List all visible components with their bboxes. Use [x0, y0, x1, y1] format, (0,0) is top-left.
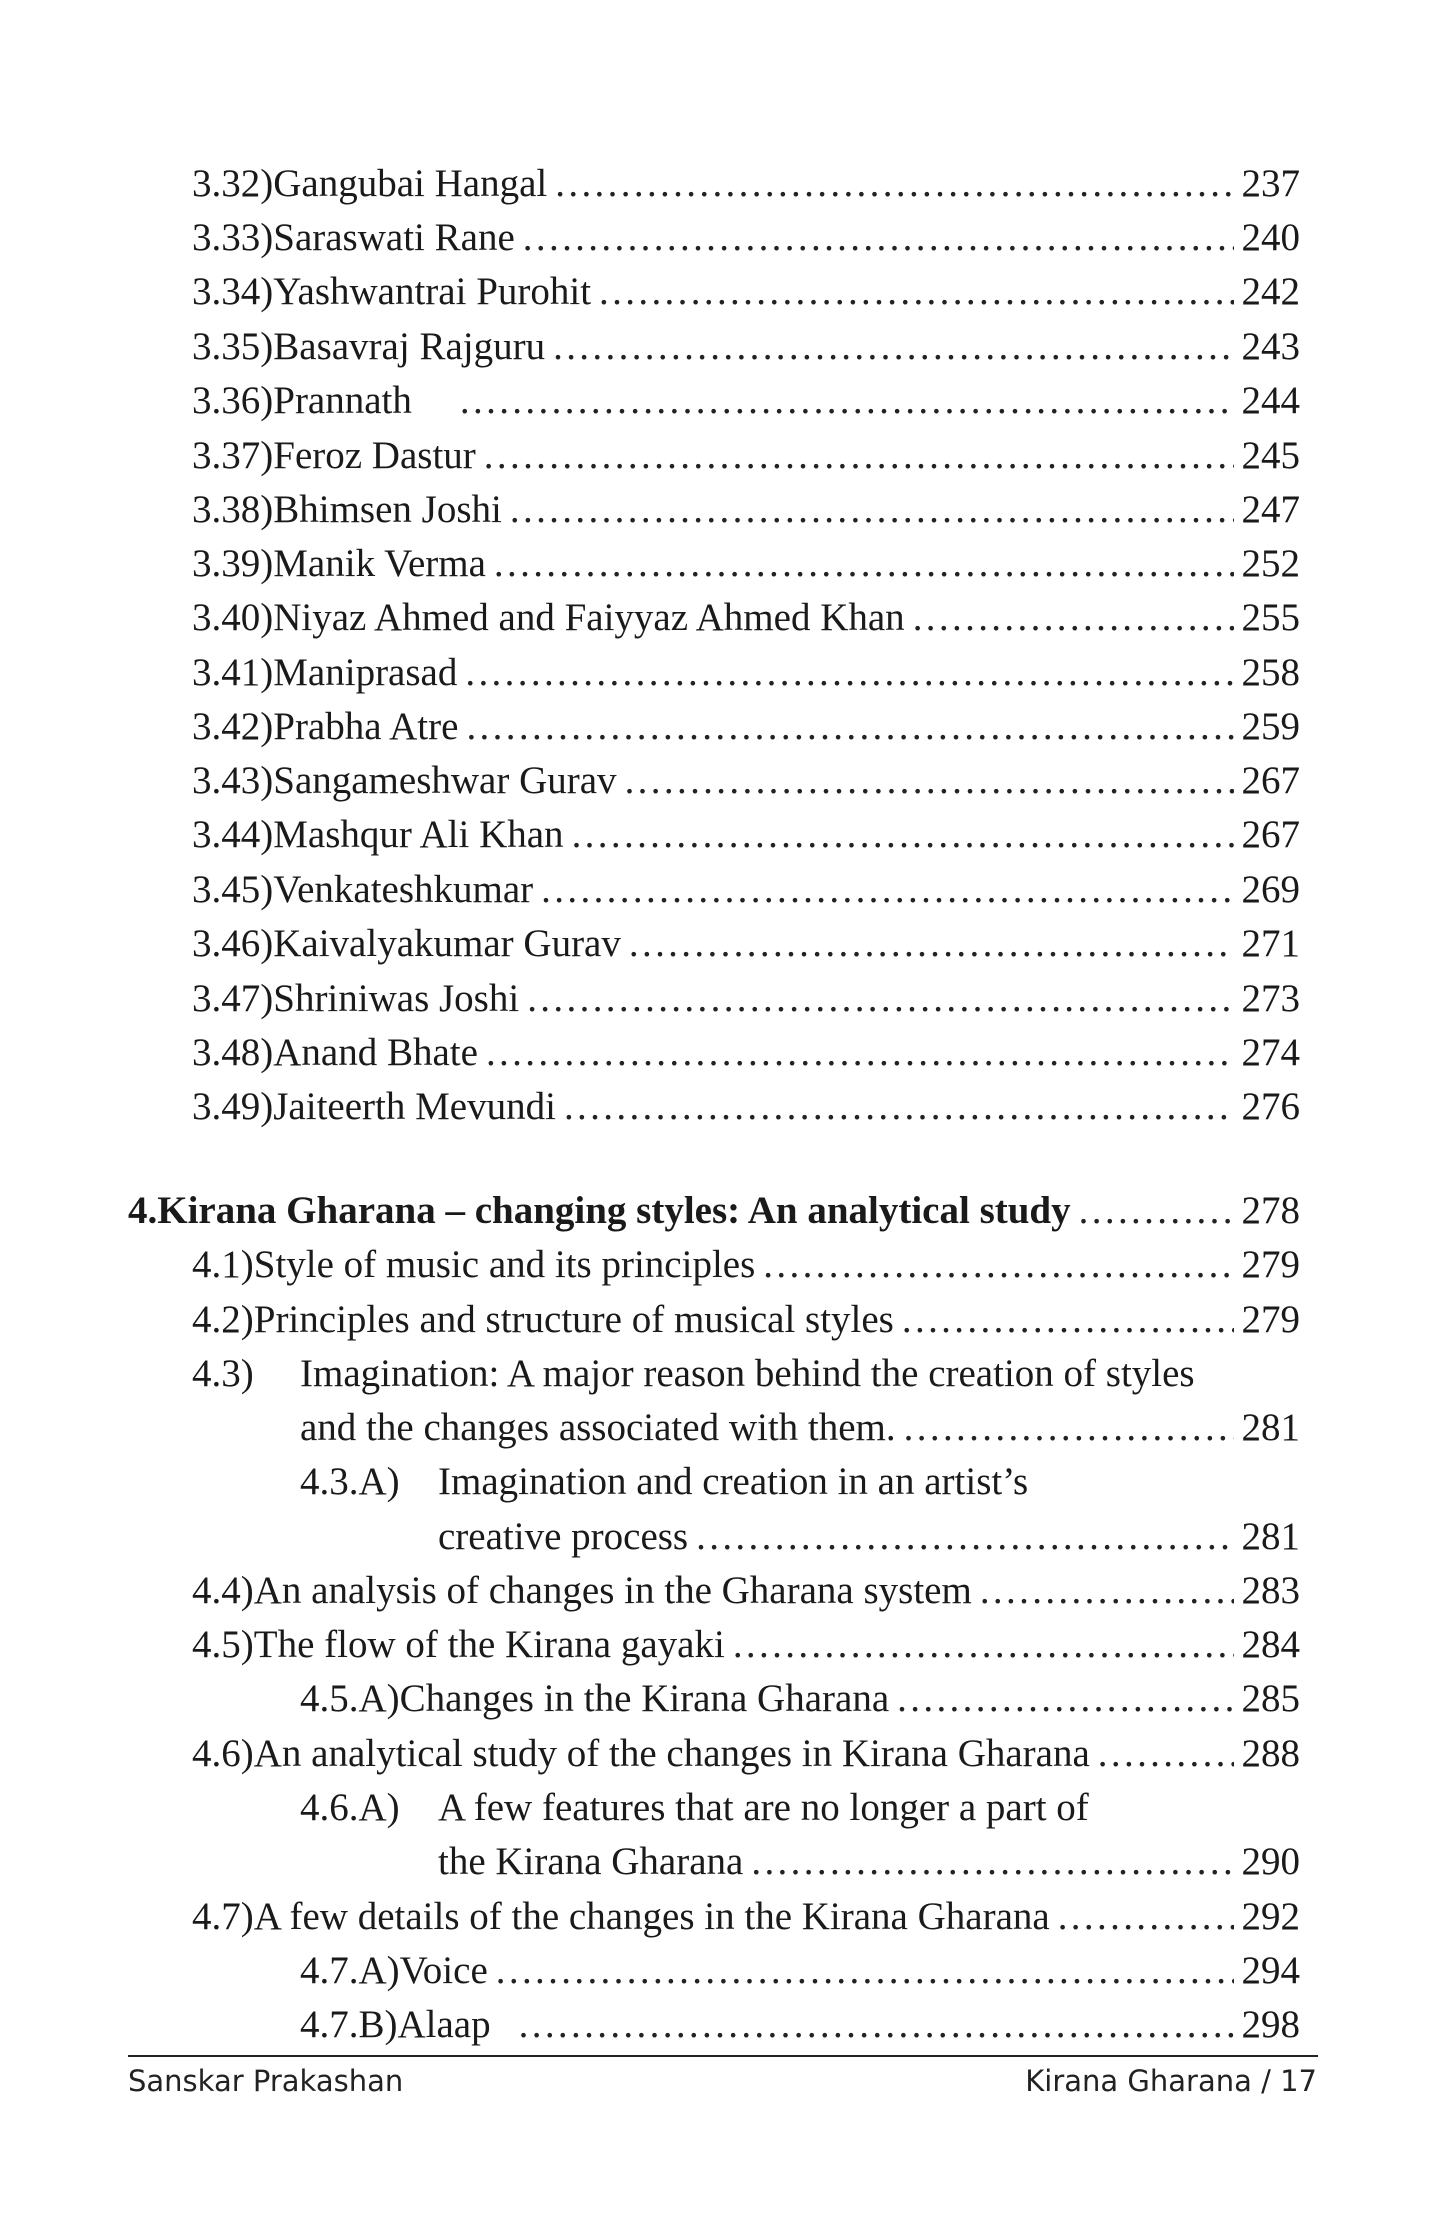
entry-title-line1: Imagination and creation in an artist’s [438, 1460, 1029, 1503]
toc-entry[interactable] [192, 1029, 1300, 1077]
entry-page: 298 [1241, 2003, 1300, 2046]
toc-entry[interactable] [192, 920, 1300, 968]
toc-entry-first-line[interactable] [300, 1784, 1089, 1832]
entry-page: 269 [1241, 868, 1300, 911]
entry-number: 4.7.A) [300, 1949, 400, 1992]
entry-page: 259 [1241, 705, 1300, 748]
leader-dots [564, 1083, 1234, 1131]
entry-number: 3.41) [192, 651, 274, 694]
leader-dots [541, 866, 1233, 914]
toc-entry[interactable] [192, 1730, 1300, 1778]
entry-page: 271 [1241, 922, 1300, 965]
toc-entry[interactable] [192, 377, 1300, 425]
leader-dots [484, 432, 1234, 480]
leader-dots [980, 1567, 1234, 1615]
entry-number: 4.7) [192, 1895, 254, 1938]
entry-number: 3.35) [192, 325, 274, 368]
leader-dots [553, 323, 1233, 371]
entry-page: 292 [1241, 1895, 1300, 1938]
entry-number: 3.44) [192, 813, 274, 856]
toc-entry[interactable] [192, 1567, 1300, 1615]
entry-number: 4.4) [192, 1569, 254, 1612]
toc-entry[interactable] [192, 214, 1300, 262]
toc-entry[interactable] [192, 268, 1300, 316]
entry-page: 273 [1241, 977, 1300, 1020]
entry-title: An analytical study of the changes in Kirana Gharana [253, 1732, 1090, 1775]
entry-title-line1: A few features that are no longer a part of [438, 1786, 1089, 1829]
entry-number: 3.48) [192, 1031, 274, 1074]
leader-dots [1098, 1730, 1234, 1778]
leader-dots [523, 214, 1234, 262]
entry-title: Kaivalyakumar Gurav [273, 922, 621, 965]
entry-page: 276 [1241, 1085, 1300, 1128]
entry-title: and the changes associated with them. [300, 1406, 896, 1449]
entry-title-line1: Imagination: A major reason behind the creation of styles [300, 1352, 1195, 1395]
entry-title: the Kirana Gharana [438, 1840, 744, 1883]
toc-entry[interactable] [300, 2001, 1300, 2049]
leader-dots [460, 377, 1234, 425]
entry-title: Prannath [273, 379, 412, 422]
entry-page: 279 [1241, 1243, 1300, 1286]
leader-dots [466, 703, 1233, 751]
entry-title: Prabha Atre [273, 705, 459, 748]
toc-entry[interactable] [192, 594, 1300, 642]
toc-entry-first-line[interactable] [300, 1458, 1028, 1506]
entry-number: 3.32) [192, 162, 274, 205]
toc-entry[interactable] [192, 649, 1300, 697]
toc-entry[interactable] [192, 811, 1300, 859]
toc-entry[interactable] [192, 1296, 1300, 1344]
leader-dots [465, 649, 1233, 697]
entry-number: 3.38) [192, 488, 274, 531]
entry-number: 4.1) [192, 1243, 254, 1286]
entry-title: Shriniwas Joshi [273, 977, 520, 1020]
entry-page: 279 [1241, 1298, 1300, 1341]
entry-page: 283 [1241, 1569, 1300, 1612]
entry-page: 242 [1241, 270, 1300, 313]
chapter-page: 278 [1241, 1189, 1300, 1232]
entry-page: 244 [1241, 379, 1300, 422]
entry-page: 281 [1241, 1515, 1300, 1558]
entry-page: 252 [1241, 542, 1300, 585]
leader-dots [629, 920, 1234, 968]
entry-number: 4.7.B) [300, 2003, 398, 2046]
chapter-title: Kirana Gharana – changing styles: An analytical study [157, 1189, 1071, 1232]
entry-number: 4.6) [192, 1732, 254, 1775]
entry-number: 3.43) [192, 759, 274, 802]
entry-page: 285 [1241, 1677, 1300, 1720]
toc-entry[interactable] [192, 703, 1300, 751]
entry-page: 267 [1241, 813, 1300, 856]
toc-entry[interactable] [192, 540, 1300, 588]
entry-number: 3.33) [192, 216, 274, 259]
entry-title: Sangameshwar Gurav [273, 759, 617, 802]
entry-number: 3.47) [192, 977, 274, 1020]
leader-dots [555, 160, 1233, 208]
leader-dots [733, 1621, 1234, 1669]
leader-dots [599, 268, 1233, 316]
leader-dots [763, 1241, 1233, 1289]
toc-entry[interactable] [192, 160, 1300, 208]
leader-dots [897, 1675, 1233, 1723]
footer-divider [128, 2055, 1318, 2057]
chapter-number: 4. [128, 1189, 158, 1232]
leader-dots [496, 1947, 1234, 1995]
toc-entry[interactable] [192, 1893, 1300, 1941]
entry-number: 3.49) [192, 1085, 274, 1128]
entry-page: 274 [1241, 1031, 1300, 1074]
leader-dots [510, 486, 1234, 534]
entry-title: Bhimsen Joshi [273, 488, 502, 531]
entry-title: A few details of the changes in the Kirana Gharana [253, 1895, 1050, 1938]
entry-title: Saraswati Rane [273, 216, 515, 259]
entry-number: 4.5.A) [300, 1677, 400, 1720]
entry-page: 258 [1241, 651, 1300, 694]
entry-number: 3.36) [192, 379, 274, 422]
entry-number: 3.39) [192, 542, 274, 585]
entry-number: 4.6.A) [300, 1786, 400, 1829]
entry-title: Mashqur Ali Khan [273, 813, 564, 856]
toc-entry[interactable] [192, 975, 1300, 1023]
leader-dots [527, 975, 1233, 1023]
entry-page: 288 [1241, 1732, 1300, 1775]
entry-page: 243 [1241, 325, 1300, 368]
entry-title: Principles and structure of musical styles [253, 1298, 894, 1341]
entry-page: 240 [1241, 216, 1300, 259]
entry-title: creative process [438, 1515, 689, 1558]
toc-entry[interactable] [300, 1404, 1300, 1452]
toc-chapter-entry[interactable] [128, 1187, 1300, 1235]
toc-entry[interactable] [192, 323, 1300, 371]
leader-dots [913, 594, 1234, 642]
leader-dots [696, 1513, 1233, 1561]
toc-entry[interactable] [192, 757, 1300, 805]
entry-page: 237 [1241, 162, 1300, 205]
entry-title: Alaap [397, 2003, 491, 2046]
entry-title: Niyaz Ahmed and Faiyyaz Ahmed Khan [273, 596, 905, 639]
leader-dots [1079, 1187, 1234, 1235]
entry-number: 4.2) [192, 1298, 254, 1341]
entry-page: 294 [1241, 1949, 1300, 1992]
entry-number: 3.40) [192, 596, 274, 639]
entry-number: 3.34) [192, 270, 274, 313]
entry-title: Anand Bhate [273, 1031, 478, 1074]
entry-title: Basavraj Rajguru [273, 325, 546, 368]
toc-entry[interactable] [192, 1621, 1300, 1669]
entry-page: 290 [1241, 1840, 1300, 1883]
entry-page: 245 [1241, 434, 1300, 477]
leader-dots [486, 1029, 1234, 1077]
entry-page: 281 [1241, 1406, 1300, 1449]
entry-title: Jaiteerth Mevundi [273, 1085, 556, 1128]
toc-entry[interactable] [192, 866, 1300, 914]
toc-entry[interactable] [438, 1838, 1300, 1886]
entry-title: Manik Verma [273, 542, 486, 585]
leader-dots [902, 1296, 1234, 1344]
entry-page: 255 [1241, 596, 1300, 639]
entry-title: Voice [399, 1949, 488, 1992]
footer-publisher: Sanskar Prakashan [128, 2064, 404, 2098]
entry-number: 3.46) [192, 922, 274, 965]
entry-page: 247 [1241, 488, 1300, 531]
entry-page: 267 [1241, 759, 1300, 802]
footer-page-label: Kirana Gharana / 17 [1025, 2064, 1317, 2098]
entry-number: 4.5) [192, 1623, 254, 1666]
entry-number: 3.42) [192, 705, 274, 748]
entry-title: An analysis of changes in the Gharana system [253, 1569, 972, 1612]
toc-entry[interactable] [192, 1083, 1300, 1131]
toc-entry[interactable] [192, 432, 1300, 480]
leader-dots [1058, 1893, 1234, 1941]
entry-title: Style of music and its principles [253, 1243, 756, 1286]
leader-dots [751, 1838, 1233, 1886]
toc-entry[interactable] [300, 1947, 1300, 1995]
toc-entry-first-line[interactable] [192, 1350, 1195, 1398]
entry-number: 4.3.A) [300, 1460, 400, 1503]
toc-entry[interactable] [192, 486, 1300, 534]
entry-title: Maniprasad [273, 651, 458, 694]
entry-number: 3.45) [192, 868, 274, 911]
entry-title: Yashwantrai Purohit [273, 270, 592, 313]
entry-number: 4.3) [192, 1352, 254, 1395]
entry-number: 3.37) [192, 434, 274, 477]
toc-entry[interactable] [300, 1675, 1300, 1723]
leader-dots [904, 1404, 1234, 1452]
entry-title: Changes in the Kirana Gharana [399, 1677, 890, 1720]
leader-dots [519, 2001, 1234, 2049]
entry-title: Feroz Dastur [273, 434, 476, 477]
entry-title: Venkateshkumar [273, 868, 534, 911]
entry-page: 284 [1241, 1623, 1300, 1666]
entry-title: The flow of the Kirana gayaki [253, 1623, 725, 1666]
entry-title: Gangubai Hangal [273, 162, 548, 205]
leader-dots [572, 811, 1234, 859]
toc-entry[interactable] [438, 1513, 1300, 1561]
leader-dots [494, 540, 1234, 588]
leader-dots [625, 757, 1234, 805]
toc-entry[interactable] [192, 1241, 1300, 1289]
